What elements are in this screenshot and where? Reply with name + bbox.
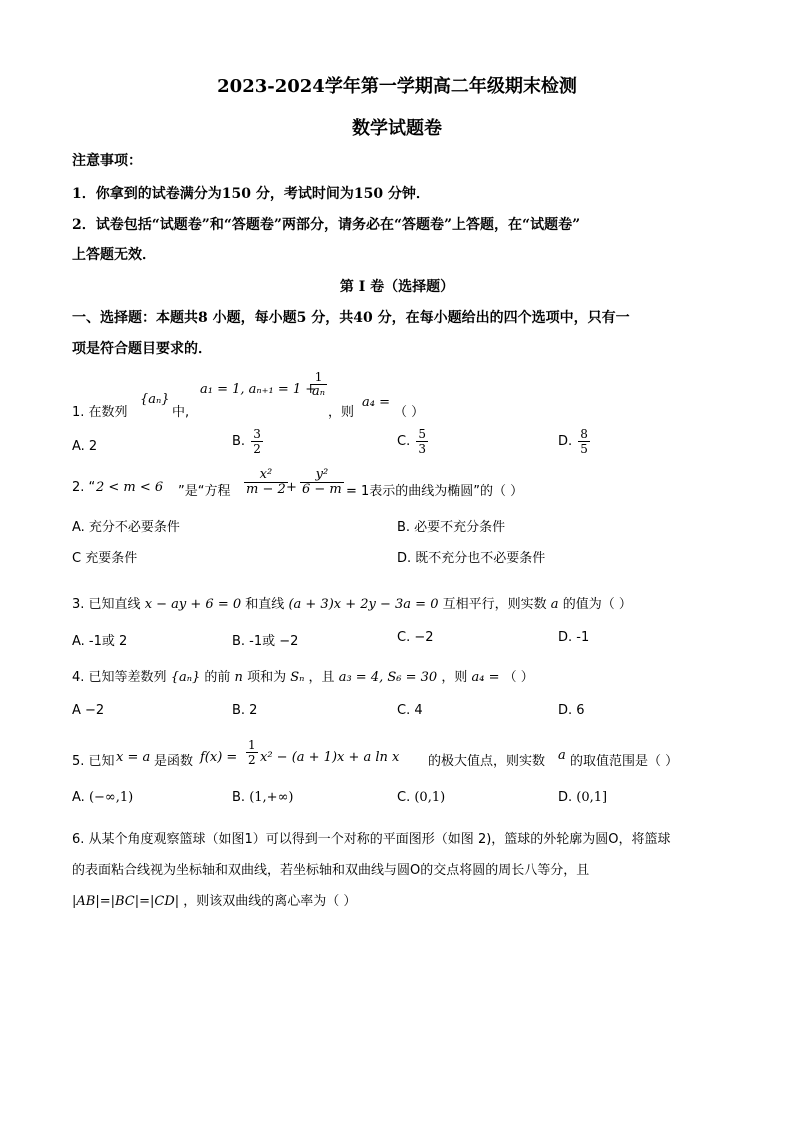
q1-condition: a₁ = 1, aₙ₊₁ = 1 + <box>200 382 317 397</box>
notice-item-2-line-2: 上答题无效． <box>72 247 156 263</box>
question-6-line-3 <box>72 890 356 909</box>
q4-ask: a₄ = <box>471 670 500 685</box>
q1-prefix: 1. 在数列 <box>72 405 128 420</box>
notice-item-2-line-1: 2．试卷包括“试题卷”和“答题卷”两部分，请务必在“答题卷”上答题，在“试题卷” <box>72 217 581 233</box>
q4-option-b: B. 2 <box>232 703 258 718</box>
q4-prefix: 4. 已知等差数列 <box>72 670 167 685</box>
q5-expression: x² − (a + 1)x + a ln x <box>260 750 400 765</box>
q6-tail: ，则该双曲线的离心率为（ ） <box>183 894 357 909</box>
section-desc-line-2: 项是符合题目要求的． <box>72 341 212 357</box>
q1-ask: a₄ = <box>362 395 390 410</box>
question-4 <box>72 666 534 685</box>
q2-prefix: 2. “ <box>72 480 96 495</box>
q6-math: |AB|=|BC|=|CD| <box>72 894 180 909</box>
q4-mid-4: ，则 <box>441 670 468 685</box>
q3-option-a: A. -1或 2 <box>72 634 128 649</box>
notice-item-1: 1．你拿到的试卷满分为150 分，考试时间为150 分钟． <box>72 186 430 202</box>
q5-option-b: B. (1,+∞) <box>232 790 294 805</box>
q4-option-c: C. 4 <box>397 703 423 718</box>
q4-sequence: {aₙ} <box>170 670 201 685</box>
q2-option-a: A. 充分不必要条件 <box>72 520 180 535</box>
q3-prefix: 3. 已知直线 <box>72 597 141 612</box>
question-6-line-1: 6. 从某个角度观察篮球（如图1）可以得到一个对称的平面图形（如图 2)，篮球的外轮廓为圆O，将篮球 <box>72 832 671 847</box>
exam-subtitle: 数学试题卷 <box>352 118 442 139</box>
q5-prefix: 5. 已知 <box>72 754 115 769</box>
q5-option-d: D. (0,1] <box>558 790 608 805</box>
q1-option-d: D. $\frac{8}{5}$ <box>558 427 588 456</box>
notice-heading: 注意事项： <box>72 153 142 169</box>
q3-mid-2: 互相平行，则实数 <box>442 597 547 612</box>
q3-tail: 的值为（ ） <box>562 597 632 612</box>
q4-mid-2: 项和为 <box>247 670 287 685</box>
q2-fraction-x: $\frac{\text{x²}}{m - 2}$ <box>246 467 286 497</box>
exam-title: 2023-2024学年第一学期高二年级期末检测 <box>217 76 577 97</box>
q1-tail: （ ） <box>394 405 425 420</box>
q3-option-b: B. -1或 −2 <box>232 634 299 649</box>
q3-line-1: x − ay + 6 = 0 <box>144 597 242 612</box>
q4-mid-3: ，且 <box>308 670 335 685</box>
q3-option-c: C. −2 <box>397 630 434 645</box>
q4-tail: （ ） <box>503 670 534 685</box>
q1-sequence: {aₙ} <box>140 392 170 407</box>
q4-sn: Sₙ <box>290 670 305 685</box>
q5-mid-2: 的极大值点，则实数 <box>428 754 546 769</box>
q3-line-2: (a + 3)x + 2y − 3a = 0 <box>288 597 439 612</box>
q3-mid: 和直线 <box>245 597 285 612</box>
q2-plus: + <box>286 480 297 495</box>
q4-condition: a₃ = 4, S₆ = 30 <box>338 670 438 685</box>
q5-tail: 的取值范围是（ ） <box>570 754 679 769</box>
q5-option-c: C. (0,1) <box>397 790 446 805</box>
q2-option-b: B. 必要不充分条件 <box>397 520 506 535</box>
q5-variable: a <box>558 748 566 763</box>
q3-option-d: D. -1 <box>558 630 590 645</box>
section-title: 第 I 卷（选择题） <box>339 279 455 295</box>
q1-fraction: $\frac{1}{\text{aₙ}}$ <box>312 370 326 399</box>
q1-option-a: A. 2 <box>72 439 98 454</box>
section-desc-line-1: 一、选择题：本题共8 小题，每小题5 分，共40 分，在每小题给出的四个选项中，只有一 <box>72 310 630 326</box>
q1-mid: 中, <box>172 405 190 420</box>
q4-mid: 的前 <box>204 670 231 685</box>
q2-fraction-y: $\frac{\text{y²}}{6 - m}$ <box>302 467 342 497</box>
q5-condition: x = a <box>116 750 151 765</box>
q2-option-c: C 充要条件 <box>72 551 138 566</box>
q1-tail-a: ，则 <box>328 405 355 420</box>
q2-option-d: D. 既不充分也不必要条件 <box>397 551 546 566</box>
q2-mid: ”是“方程 <box>178 484 231 499</box>
question-6-line-2: 的表面粘合线视为坐标轴和双曲线，若坐标轴和双曲线与圆O的交点将圆的周长八等分，且 <box>72 863 590 878</box>
q4-option-d: D. 6 <box>558 703 585 718</box>
question-3 <box>72 593 632 612</box>
q2-condition: 2 < m < 6 <box>96 480 164 495</box>
q1-option-c: C. $\frac{5}{3}$ <box>397 427 426 456</box>
q1-option-b: B. $\frac{3}{2}$ <box>232 427 261 456</box>
q4-option-a: A −2 <box>72 703 105 718</box>
q2-tail: = 1表示的曲线为椭圆”的（ ） <box>346 484 524 499</box>
q5-option-a: A. (−∞,1) <box>72 790 134 805</box>
q4-n: n <box>234 670 243 685</box>
q5-mid: 是函数 <box>154 754 194 769</box>
q5-fraction: $\frac{1}{2}$ <box>248 738 256 767</box>
q3-variable: a <box>550 597 559 612</box>
q5-fx: f(x) = <box>200 750 238 765</box>
